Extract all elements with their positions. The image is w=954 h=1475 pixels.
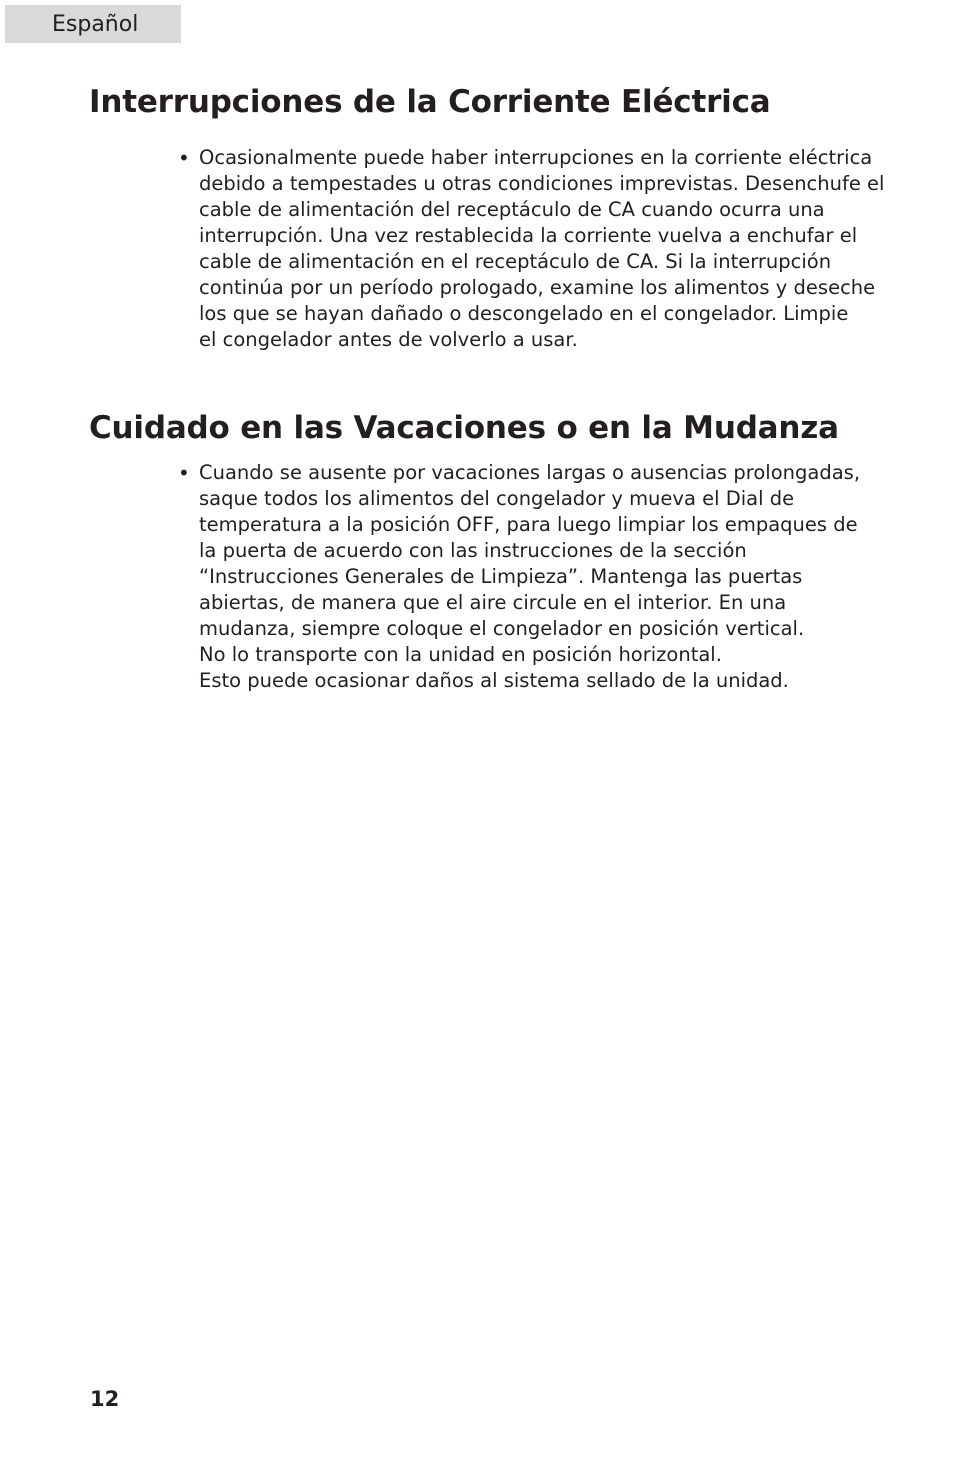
paragraph-line: temperatura a la posición OFF, para luego limpiar los empaques de [199,513,858,536]
section-title-vacation-moving: Cuidado en las Vacaciones o en la Mudanza [89,410,839,446]
paragraph-line: la puerta de acuerdo con las instrucciones de la sección [199,539,747,562]
paragraph-line: debido a tempestades u otras condiciones imprevistas. Desenchufe el [199,172,885,195]
paragraph-line: interrupción. Una vez restablecida la corriente vuelva a enchufar el [199,224,858,247]
paragraph-line: los que se hayan dañado o descongelado en el congelador. Limpie [199,302,849,325]
bullet-dot: • [178,461,190,485]
page-number: 12 [90,1387,120,1411]
bullet-dot: • [178,146,190,170]
section-title-power-interruptions: Interrupciones de la Corriente Eléctrica [89,84,771,120]
paragraph-line: Cuando se ausente por vacaciones largas o ausencias prolongadas, [199,461,861,484]
paragraph-line: cable de alimentación del receptáculo de CA cuando ocurra una [199,198,825,221]
paragraph-line: mudanza, siempre coloque el congelador en posición vertical. [199,617,805,640]
paragraph-line: continúa por un período prologado, examine los alimentos y deseche [199,276,876,299]
paragraph-line: abiertas, de manera que el aire circule en el interior. En una [199,591,787,614]
paragraph-line: “Instrucciones Generales de Limpieza”. Mantenga las puertas [199,565,803,588]
paragraph-line: Ocasionalmente puede haber interrupciones en la corriente eléctrica [199,146,873,169]
bullet-item-vacation-moving [178,460,878,694]
paragraph-line: Esto puede ocasionar daños al sistema sellado de la unidad. [199,669,789,692]
paragraph-line: cable de alimentación en el receptáculo de CA. Si la interrupción [199,250,832,273]
paragraph-line: el congelador antes de volverlo a usar. [199,328,578,351]
language-tab: Español [5,5,181,43]
paragraph-line: No lo transporte con la unidad en posición horizontal. [199,643,722,666]
bullet-item-power-interruptions [178,145,885,353]
paragraph-line: saque todos los alimentos del congelador y mueva el Dial de [199,487,795,510]
